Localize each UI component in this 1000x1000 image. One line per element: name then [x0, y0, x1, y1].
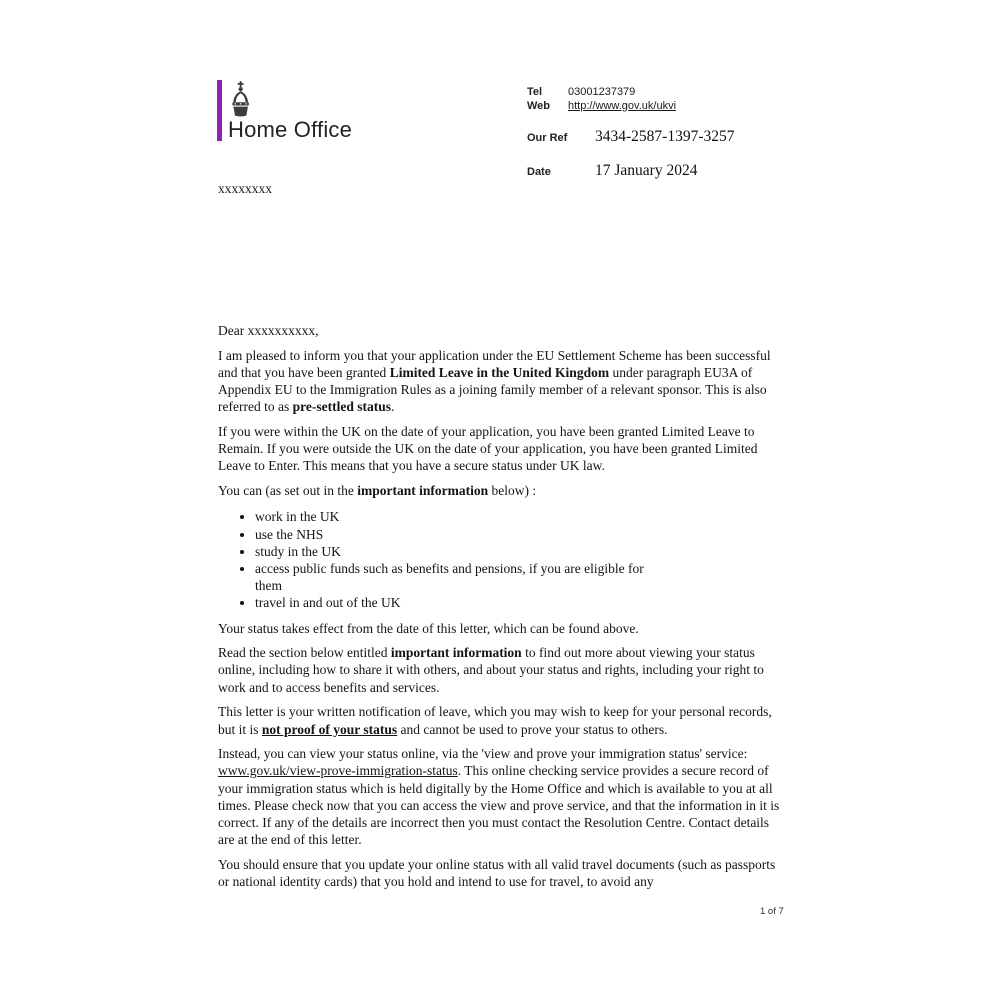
entitlements-list [218, 508, 784, 611]
paragraph-view-online [218, 745, 784, 848]
paragraph-notification [218, 703, 784, 737]
list-item: • use the NHS [255, 526, 657, 543]
paragraph-you-can [218, 482, 784, 499]
paragraph-read-section [218, 644, 784, 696]
logo-brand-bar [217, 80, 222, 141]
text-run: You can (as set out in the [218, 483, 358, 499]
crown-icon [230, 81, 251, 117]
text-run: to find out more about viewing your status online, including how to share it with others, and about your status and rights, including your right to work and to access benefits and services. [218, 645, 764, 695]
bold-important-information: important information [390, 645, 522, 661]
text-run: and cannot be used to prove your status to others. [397, 721, 668, 737]
text-run: below) : [488, 483, 537, 499]
text-run: This letter is your written notification of leave, which you may wish to keep for your personal records, but it is [218, 704, 772, 737]
tel-value: 03001237379 [568, 86, 636, 98]
text-run: Instead, you can view your status online, via the 'view and prove your immigration status' service: [218, 746, 748, 762]
web-label: Web [527, 100, 551, 112]
paragraph-within-uk: If you were within the UK on the date of your application, you have been granted Limited Leave to Remain. If you were outside the UK on the date of your application, you have been granted Limited Leave to Enter. This means that you have a secure status under UK law. [218, 424, 758, 474]
our-ref-row [527, 128, 797, 147]
text-run: . This online checking service provides a secure record of your immigration status which is held digitally by the Home Office and which is available to you at all times. Please check now that you can access the view and prove service, and that the information in it is correct. If any of the details are incorrect then you must contact the Resolution Centre. Contact details are at the end of this letter. [218, 763, 780, 848]
paragraph-status-effect: Your status takes effect from the date of this letter, which can be found above. [218, 620, 639, 636]
tel-label: Tel [527, 86, 543, 98]
text-run: Read the section below entitled [218, 645, 391, 661]
paragraph-intro [218, 347, 784, 416]
web-row [527, 99, 797, 113]
text-run: . [390, 399, 395, 415]
recipient-address-placeholder: xxxxxxxx [218, 181, 272, 196]
list-item: • travel in and out of the UK [255, 594, 657, 611]
home-office-logo [217, 80, 417, 142]
logo-text: Home Office [228, 117, 353, 142]
list-item: • work in the UK [255, 508, 657, 525]
view-prove-status-link[interactable]: www.gov.uk/view-prove-immigration-status [218, 763, 458, 779]
bold-pre-settled-status: pre-settled status [292, 399, 391, 415]
list-item: • study in the UK [255, 543, 657, 560]
list-item: • access public funds such as benefits and pensions, if you are eligible for them [255, 560, 657, 594]
letter-body [218, 322, 784, 898]
page-number: 1 of 7 [760, 906, 784, 917]
contact-block [527, 85, 797, 181]
date-row [527, 162, 797, 181]
salutation: Dear xxxxxxxxxx, [218, 323, 319, 338]
text-run: I am pleased to inform you that your application under the EU Settlement Scheme has been successful and that you have been granted [218, 347, 771, 380]
date-label: Date [527, 166, 551, 178]
our-ref-value: 3434-2587-1397-3257 [595, 128, 735, 145]
text-run: under paragraph EU3A of Appendix EU to the Immigration Rules as a joining family member of a relevant sponsor. This is also referred to as [218, 364, 767, 415]
tel-row [527, 85, 797, 99]
bold-limited-leave: Limited Leave in the United Kingdom [389, 364, 610, 380]
bold-important-information: important information [357, 483, 489, 499]
paragraph-update-documents: You should ensure that you update your online status with all valid travel documents (such as passports or national identity cards) that you hold and intend to use for travel, to avoid any [218, 856, 776, 890]
web-link[interactable]: http://www.gov.uk/ukvi [568, 100, 677, 112]
our-ref-label: Our Ref [527, 132, 568, 144]
date-value: 17 January 2024 [595, 162, 698, 179]
bold-not-proof-of-status: not proof of your status [261, 721, 398, 737]
